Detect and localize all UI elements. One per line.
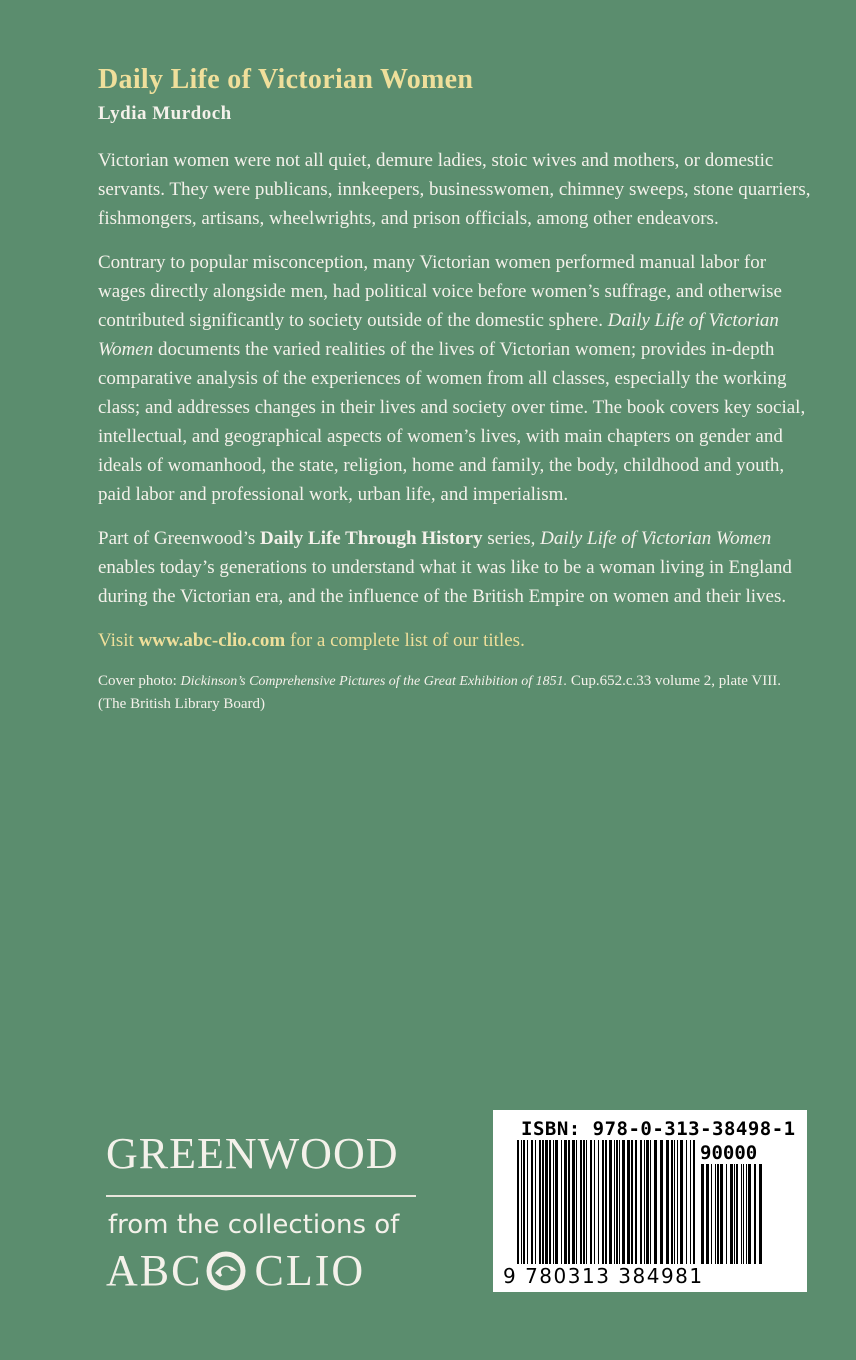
barcode-bar [614, 1140, 615, 1264]
isbn-text: ISBN: 978-0-313-38498-1 [521, 1118, 796, 1140]
barcode-bar [598, 1140, 599, 1264]
greenwood-logo: GREENWOOD [106, 1129, 399, 1178]
barcode-bar [561, 1140, 562, 1264]
barcode-bar [654, 1140, 657, 1264]
barcode-bar [717, 1164, 719, 1264]
barcode-bar [671, 1140, 673, 1264]
barcode-bar [619, 1140, 620, 1264]
paragraph-1: Victorian women were not all quiet, demure ladies, stoic wives and mothers, or domestic servants. They were publicans, innkeepers, businesswomen, chimney sweeps, stone quarriers, fishmongers, artisans, wheelwrights, and prison officials, among other endeavors. [98, 150, 811, 229]
barcode-bar [644, 1140, 645, 1264]
paragraph-2-text-b: documents the varied realities of the lives of Victorian women; provides in-depth comparative analysis of the experiences of women from all classes, especially the working class; and addresses changes in their lives and society over time. The book covers key social, intellectual, and geographical aspects of women’s lives, with main chapters on gender and ideals of womanhood, the state, religion, home and family, the body, childhood and youth, paid labor and professional work, urban life, and imperialism. [98, 339, 806, 505]
barcode-bar [527, 1140, 528, 1264]
barcode-bar [680, 1140, 683, 1264]
barcode-bar [693, 1140, 695, 1264]
barcode-bar [660, 1140, 663, 1264]
paragraph-2 [98, 248, 813, 509]
paragraph-2-text-a: Contrary to popular misconception, many Victorian women performed manual labor for wages directly alongside men, had political voice before women’s suffrage, and otherwise contributed significantly to society outside of the domestic sphere. [98, 252, 782, 331]
barcode-bar [754, 1164, 756, 1264]
barcode-addon-bars [701, 1164, 763, 1264]
barcode-bar [736, 1164, 738, 1264]
paragraph-3-text-b: series, [487, 528, 536, 549]
barcode-bar [568, 1140, 570, 1264]
logo-divider [106, 1195, 416, 1197]
paragraph-2-book-title: Daily Life of Victorian Women [98, 310, 779, 360]
barcode-bar [640, 1140, 642, 1264]
barcode-bar [590, 1140, 592, 1264]
barcode-bar [602, 1140, 604, 1264]
barcode-bar [545, 1140, 548, 1264]
barcode-bar [580, 1140, 582, 1264]
barcode-bar [720, 1164, 723, 1264]
barcode-bar [521, 1140, 522, 1264]
barcode-bar [711, 1164, 712, 1264]
paragraph-3-book-title: Daily Life of Victorian Women [540, 528, 772, 549]
back-cover-description [98, 146, 813, 730]
barcode-bar [677, 1140, 678, 1264]
abc-wordmark: ABC [106, 1246, 203, 1295]
barcode-bar [635, 1140, 637, 1264]
barcode-bar [572, 1140, 575, 1264]
barcode-bar [646, 1140, 649, 1264]
barcode-bar [686, 1140, 687, 1264]
visit-suffix: for a complete list of our titles. [290, 630, 525, 651]
barcode-bar [631, 1140, 633, 1264]
barcode-bar [564, 1140, 567, 1264]
barcode-bar [576, 1140, 577, 1264]
credit-source: Dickinson’s Comprehensive Pictures of the Great Exhibition of 1851. [180, 674, 568, 689]
barcode-main-bars [517, 1140, 697, 1264]
barcode-bar [586, 1140, 587, 1264]
barcode-bar [650, 1140, 651, 1264]
barcode-bar [622, 1140, 625, 1264]
book-author: Lydia Murdoch [98, 103, 232, 124]
series-name: Daily Life Through History [260, 528, 483, 549]
credit-prefix: Cover photo: [98, 673, 177, 689]
barcode-bar [701, 1164, 704, 1264]
barcode-bar [523, 1140, 525, 1264]
barcode-bar [627, 1140, 630, 1264]
visit-prefix: Visit [98, 630, 134, 651]
barcode-bar [531, 1140, 533, 1264]
clio-wordmark: CLIO [254, 1246, 366, 1295]
paragraph-3-text-c: enables today’s generations to understand what it was like to be a woman living in England during the Victorian era, and the influence of the British Empire on women and their lives. [98, 557, 792, 607]
collections-tagline: from the collections of [108, 1210, 400, 1240]
barcode-bar [726, 1164, 727, 1264]
barcode-bar [535, 1140, 536, 1264]
barcode-bar [616, 1140, 618, 1264]
barcode-bar [746, 1164, 747, 1264]
price-code: 90000 [700, 1142, 758, 1164]
barcode-bar [743, 1164, 744, 1264]
book-title: Daily Life of Victorian Women [98, 64, 474, 95]
barcode-bar [666, 1140, 669, 1264]
barcode-digits: 9 780313 384981 [503, 1264, 704, 1288]
barcode-bar [734, 1164, 735, 1264]
barcode-bar [539, 1140, 541, 1264]
barcode-bar [517, 1140, 519, 1264]
barcode-bar [674, 1140, 675, 1264]
barcode-bar [542, 1140, 544, 1264]
barcode-bar [730, 1164, 733, 1264]
barcode-bar [553, 1140, 554, 1264]
barcode-bar [583, 1140, 585, 1264]
barcode-bar [690, 1140, 691, 1264]
abc-clio-logo [106, 1245, 365, 1296]
barcode-bar [605, 1140, 607, 1264]
isbn-barcode [493, 1110, 807, 1292]
abc-clio-circle-icon [206, 1251, 246, 1291]
visit-line [98, 626, 813, 655]
barcode-bar [609, 1140, 612, 1264]
barcode-bar [555, 1140, 558, 1264]
barcode-bar [549, 1140, 551, 1264]
barcode-bar [715, 1164, 716, 1264]
barcode-bar [594, 1140, 595, 1264]
website-link[interactable]: www.abc-clio.com [138, 630, 286, 651]
barcode-bar [741, 1164, 742, 1264]
barcode-bar [706, 1164, 709, 1264]
paragraph-3 [98, 524, 813, 611]
credit-suffix: Cup.652.c.33 volume 2, plate VIII. (The British Library Board) [98, 673, 781, 712]
barcode-bar [748, 1164, 751, 1264]
paragraph-3-text-a: Part of Greenwood’s [98, 528, 256, 549]
cover-photo-credit [98, 670, 813, 715]
barcode-bar [759, 1164, 762, 1264]
